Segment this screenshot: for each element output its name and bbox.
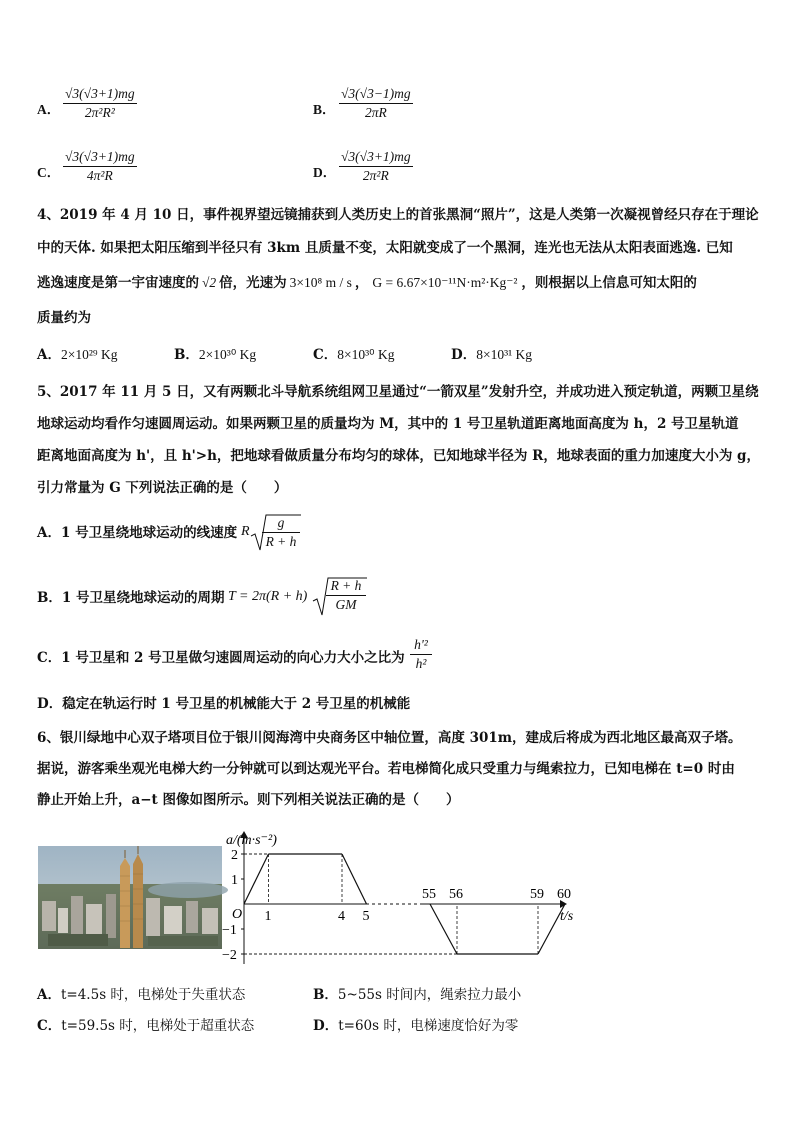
q4-option-c-label: C． [313, 347, 338, 363]
q3-option-a-label: A． [37, 102, 61, 117]
twin-towers-photo [38, 846, 222, 949]
q5-line-4: 引力常量为 G 下列说法正确的是（ ） [37, 480, 288, 496]
q4-line-2: 中的天体. 如果把太阳压缩到半径只有 3km 且质量不变，太阳就变成了一个黑洞，连光也无法从太阳表面逃逸. 已知 [37, 240, 733, 256]
q4-line-4: 质量约为 [37, 310, 91, 326]
q4-option-b-label: B． [174, 347, 199, 363]
q6-line-1: 6、银川绿地中心双子塔项目位于银川阅海湾中央商务区中轴位置，高度 301m，建成后将成为西北地区最高双子塔。 [37, 730, 742, 746]
q4-option-c-text: 8×10³⁰ Kg [337, 347, 395, 362]
q3-option-c-label: C． [37, 165, 61, 180]
q4-line-3-part-f: ，则根据以上信息可知太阳的 [521, 275, 697, 291]
q6-option-d-text: t=60s 时，电梯速度恰好为零 [338, 1018, 519, 1034]
q6-option-a [37, 985, 245, 1005]
q5-option-a-text: A．1 号卫星绕地球运动的线速度 [37, 525, 238, 541]
q4-line-3 [37, 273, 697, 293]
q5-option-b-prefix: T = 2π(R + h) [228, 589, 308, 604]
q5-option-c-text: C．1 号卫星和 2 号卫星做匀速圆周运动的向心力大小之比为 [37, 650, 405, 666]
q6-option-b-label: B． [313, 987, 338, 1003]
series-segment [244, 854, 269, 904]
q4-option-d-text: 8×10³¹ Kg [476, 347, 533, 362]
q6-option-b-text: 5~55s 时间内，绳索拉力最小 [337, 987, 522, 1003]
q6-line-2: 据说，游客乘坐观光电梯大约一分钟就可以到达观光平台。若电梯简化成只受重力与绳索拉力，已知电梯在 t=0 时由 [37, 761, 735, 777]
q6-option-a-text: t=4.5s 时，电梯处于失重状态 [60, 987, 246, 1003]
q3-d-numerator: √3(√3+1)mg [341, 149, 411, 164]
q5-c-numerator: h'² [414, 637, 428, 652]
y-tick-label: −1 [222, 923, 237, 938]
q3-a-numerator: √3(√3+1)mg [65, 86, 135, 101]
q6-option-c-text: t=59.5s 时，电梯处于超重状态 [61, 1018, 255, 1034]
q5-option-b-text: B．1 号卫星绕地球运动的周期 [37, 590, 225, 606]
q4-line-3-part-d: ， [354, 275, 369, 291]
q6-option-a-label: A． [37, 987, 61, 1003]
q6-option-b [313, 985, 521, 1005]
q5-option-b-fraction [326, 578, 366, 613]
q3-c-numerator: √3(√3+1)mg [65, 149, 135, 164]
q3-option-c-formula [63, 149, 137, 184]
q5-b-denominator: GM [335, 597, 357, 612]
light-speed: 3×10⁸ m / s [289, 275, 352, 290]
q5-line-1: 5、2017 年 11 月 5 日，又有两颗北斗导航系统组网卫星通过“一箭双星”发射升空，并成功进入预定轨道，两颗卫星绕 [37, 384, 759, 400]
q5-b-numerator: R + h [330, 578, 362, 593]
x-axis-label: t/s [560, 909, 574, 924]
q4-line-3-part-b: 倍，光速为 [219, 275, 287, 291]
fraction-bar [326, 595, 366, 596]
fraction-bar [410, 654, 432, 655]
y-tick-label: 1 [231, 873, 238, 888]
x-tick-label: 55 [422, 887, 436, 902]
x-tick-label: 59 [530, 887, 544, 902]
origin-label: O [232, 907, 243, 922]
x-tick-label: 5 [362, 909, 370, 924]
q4-option-d [451, 345, 532, 365]
q3-option-b-label: B． [313, 102, 336, 117]
q5-a-numerator: g [277, 515, 285, 530]
q6-option-d-label: D． [313, 1018, 339, 1034]
fraction-bar [262, 532, 300, 533]
fraction-bar [63, 166, 137, 167]
q5-line-3: 距离地面高度为 h'，且 h'>h，把地球看做质量分布均匀的球体，已知地球半径为 R，地球表面的重力加速度大小为 g， [37, 448, 760, 464]
x-tick-label: 60 [557, 887, 571, 902]
q4-line-3-part-a: 逃逸速度是第一宇宙速度的 [37, 275, 199, 291]
q3-a-denominator: 2π²R² [84, 105, 115, 120]
q3-b-denominator: 2πR [364, 105, 387, 120]
sqrt-two: √2 [202, 275, 217, 290]
q3-b-numerator: √3(√3−1)mg [341, 86, 411, 101]
fraction-bar [339, 103, 413, 104]
q3-d-denominator: 2π²R [362, 168, 389, 183]
q3-c-denominator: 4π²R [86, 168, 113, 183]
gravitational-constant: G = 6.67×10⁻¹¹N·m²·Kg⁻² [372, 275, 518, 290]
q3-option-d-label: D． [313, 165, 337, 180]
q5-line-2: 地球运动均看作匀速圆周运动。如果两颗卫星的质量均为 M，其中的 1 号卫星轨道距离地面高度为 h，2 号卫星轨道 [37, 416, 739, 432]
q4-option-b [174, 345, 256, 365]
q3-option-b-formula [339, 86, 413, 121]
q6-option-d [313, 1016, 518, 1036]
series-segment [430, 904, 457, 954]
q6-option-c-label: C． [37, 1018, 62, 1034]
fraction-bar [339, 166, 413, 167]
x-tick-label: 1 [264, 909, 272, 924]
q4-option-d-label: D． [451, 347, 477, 363]
x-tick-label: 4 [338, 909, 345, 924]
q4-line-1: 4、2019 年 4 月 10 日，事件视界望远镜捕获到人类历史上的首张黑洞“照片”，这是人类第一次凝视曾经只存在于理论 [37, 207, 759, 223]
q3-option-d-formula [339, 149, 413, 184]
y-tick-label: −2 [222, 948, 237, 963]
q4-option-a [37, 345, 117, 365]
q4-option-a-text: 2×10²⁹ Kg [60, 347, 118, 362]
q4-option-c [313, 345, 394, 365]
q5-a-denominator: R + h [265, 534, 297, 549]
y-axis-label: a/(m·s⁻²) [226, 833, 277, 848]
q4-option-a-label: A． [37, 347, 61, 363]
q3-option-a-formula [63, 86, 137, 121]
a-t-chart [222, 824, 594, 970]
x-tick-label: 56 [449, 887, 463, 902]
q5-option-c-fraction [410, 637, 432, 672]
series-segment [342, 854, 367, 904]
q4-option-b-text: 2×10³⁰ Kg [198, 347, 257, 362]
q6-line-3: 静止开始上升，a−t 图像如图所示。则下列相关说法正确的是（ ） [37, 792, 460, 808]
q6-option-c [37, 1016, 254, 1036]
q5-option-a-fraction [262, 515, 300, 550]
fraction-bar [63, 103, 137, 104]
y-tick-label: 2 [231, 848, 238, 863]
q5-option-a-prefix: R [241, 524, 250, 539]
q5-option-d-text: D．稳定在轨运行时 1 号卫星的机械能大于 2 号卫星的机械能 [37, 696, 411, 712]
q5-c-denominator: h² [415, 656, 427, 671]
